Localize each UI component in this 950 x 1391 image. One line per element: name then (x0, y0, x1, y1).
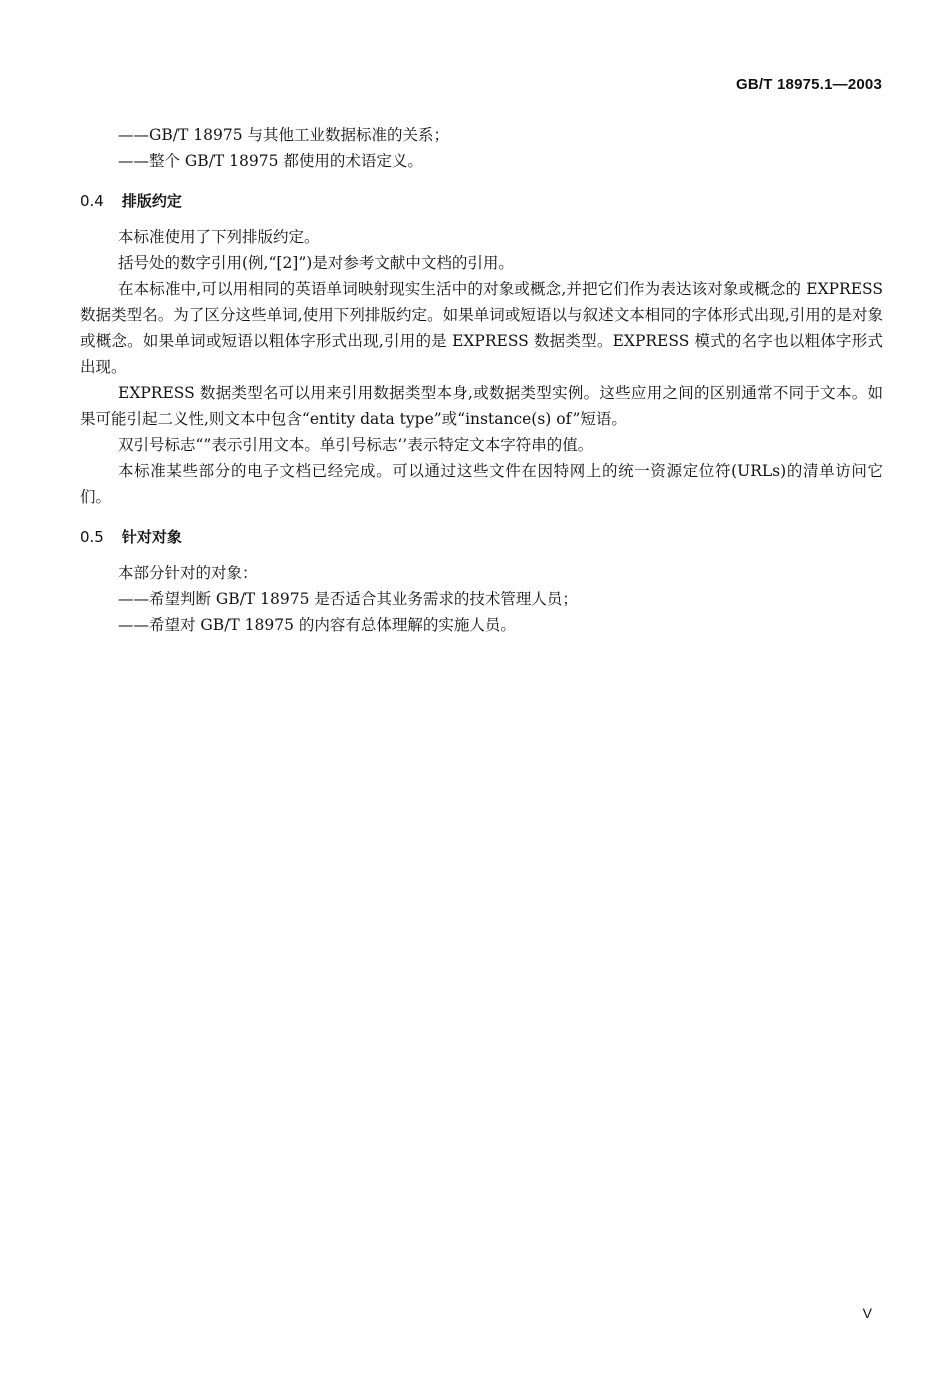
section-title: 排版约定 (121, 192, 182, 210)
document-id: GB/T 18975.1—2003 (736, 76, 882, 93)
page-number: V (862, 1305, 872, 1321)
intro-item: ——整个 GB/T 18975 都使用的术语定义。 (118, 152, 423, 170)
paragraph: 在本标准中,可以用相同的英语单词映射现实生活中的对象或概念,并把它们作为表达该对象或概念的 EXPRESS 数据类型名。为了区分这些单词,使用下列排版约定。如果单词或短语以与叙述文本相同的字体形式出现,引用的是对象或概念。如果单词或短语以粗体字形式出现,引用的是 EXPRESS 数据类型。EXPRESS 模式的名字也以粗体字形式出现。 (80, 280, 883, 376)
paragraph: 括号处的数字引用(例,“[2]”)是对参考文献中文档的引用。 (118, 254, 514, 272)
paragraph: 本部分针对的对象： (118, 564, 258, 582)
section-heading-0-5 (80, 524, 883, 550)
audience-item: ——希望判断 GB/T 18975 是否适合其业务需求的技术管理人员； (118, 590, 578, 608)
section-title: 针对对象 (121, 528, 182, 546)
section-number: 0.4 (80, 192, 104, 210)
audience-item: ——希望对 GB/T 18975 的内容有总体理解的实施人员。 (118, 616, 516, 634)
paragraph: 双引号标志“”表示引用文本。单引号标志‘’表示特定文本字符串的值。 (118, 436, 594, 454)
intro-item: ——GB/T 18975 与其他工业数据标准的关系； (118, 126, 449, 144)
paragraph: 本标准使用了下列排版约定。 (118, 228, 320, 246)
paragraph: 本标准某些部分的电子文档已经完成。可以通过这些文件在因特网上的统一资源定位符(URLs)的清单访问它们。 (80, 462, 883, 506)
paragraph: EXPRESS 数据类型名可以用来引用数据类型本身,或数据类型实例。这些应用之间的区别通常不同于文本。如果可能引起二义性,则文本中包含“entity data type”或“instance(s) of”短语。 (80, 384, 883, 428)
page-content (80, 122, 883, 638)
section-heading-0-4 (80, 188, 883, 214)
section-number: 0.5 (80, 528, 104, 546)
